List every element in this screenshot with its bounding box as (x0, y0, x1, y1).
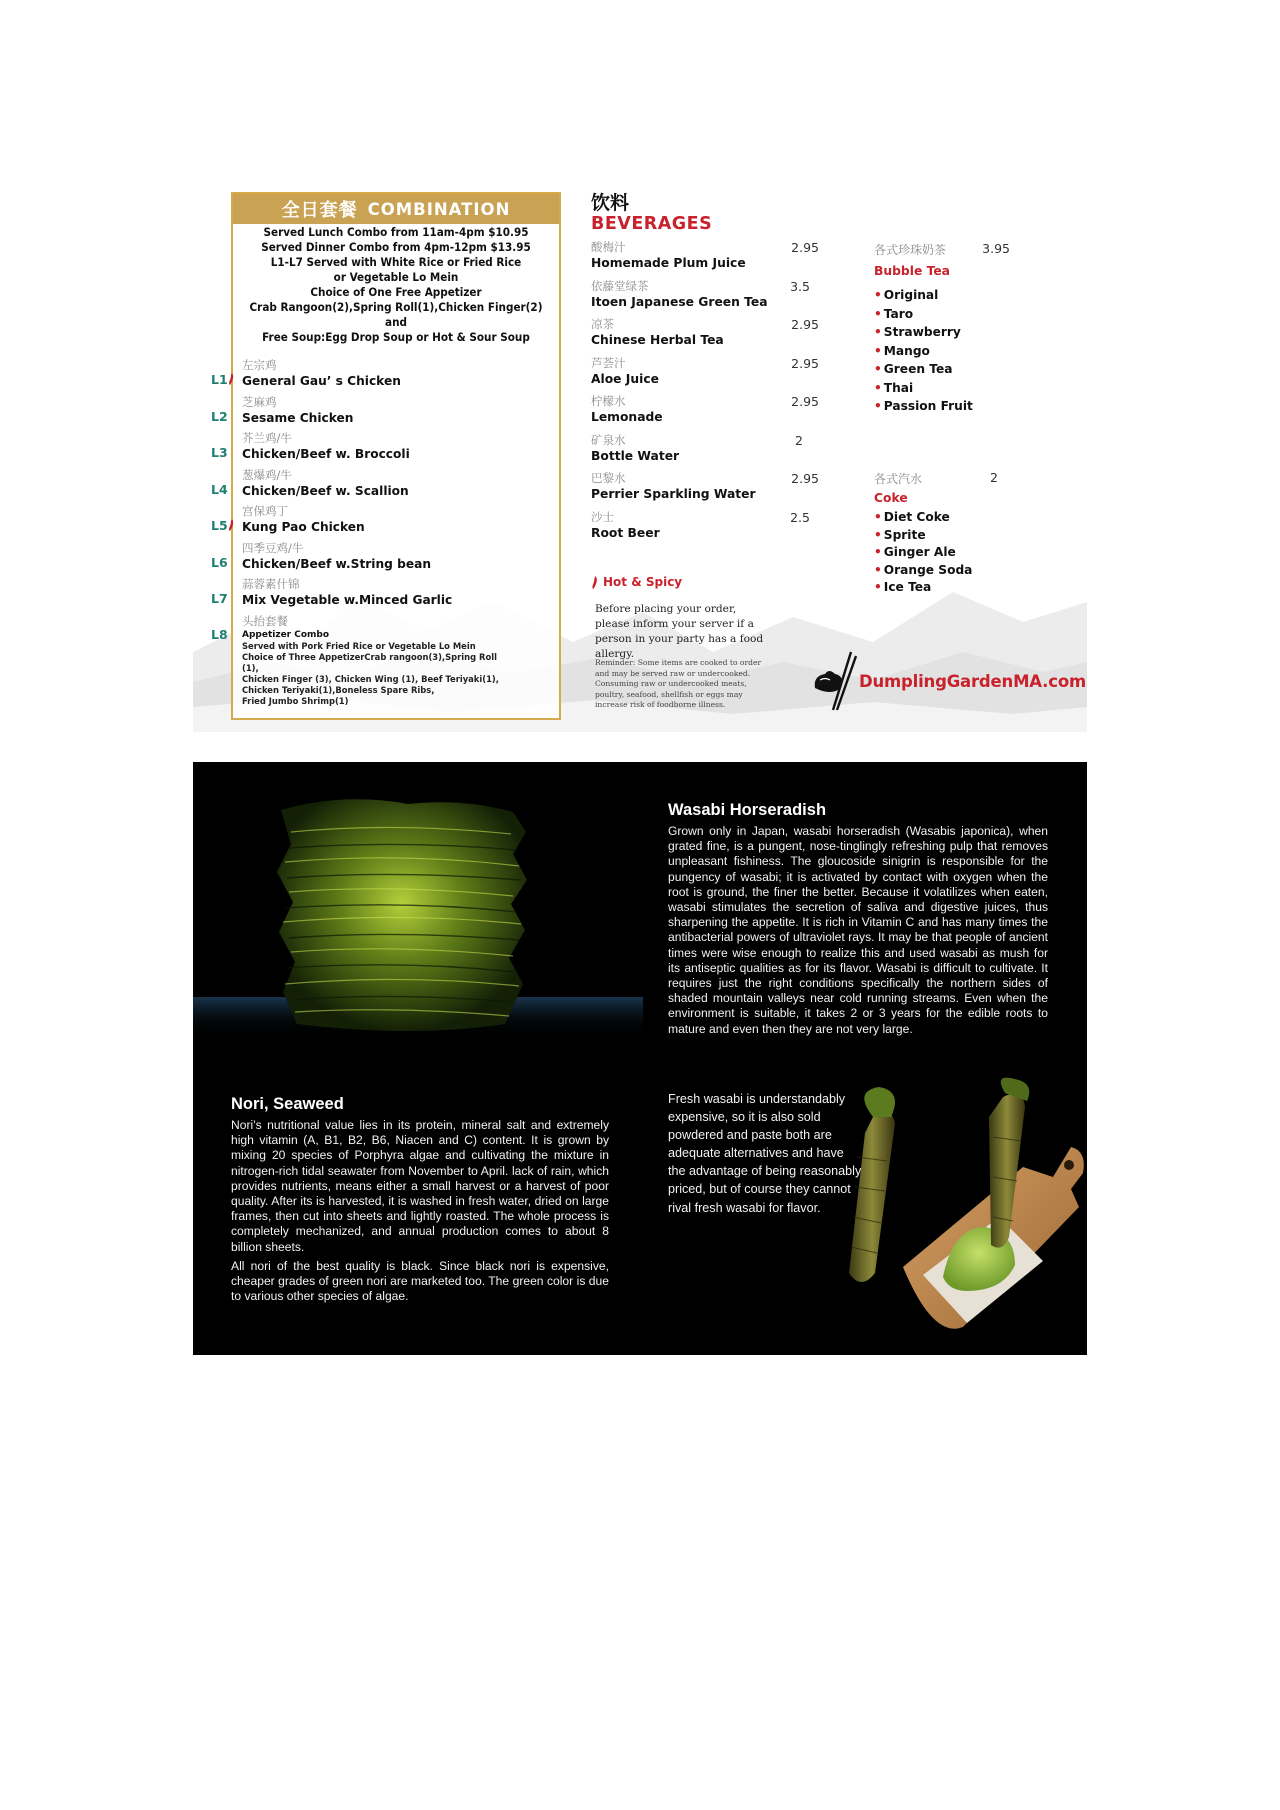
list-item: • Thai (874, 379, 1010, 398)
combo-item-name-en: Sesame Chicken (242, 410, 354, 425)
combo-item-name-zh: 左宗鸡 (242, 358, 277, 372)
combination-title-zh: 全日套餐 (281, 200, 358, 221)
reminder-note: Reminder: Some items are cooked to order and may be served raw or undercooked. Consuming raw or undercooked meats, poultry, seafood, shellfish or eggs may increase risk of foodborne illness. (595, 658, 762, 709)
combo-item-detail: Chicken Finger (3), Chicken Wing (1), Beef Teriyaki(1), (242, 673, 499, 684)
bubble-tea-name-zh: 各式珍珠奶茶 (874, 243, 947, 257)
list-item: • Mango (874, 342, 1010, 361)
combo-item-name-en: Chicken/Beef w. Scallion (242, 483, 409, 498)
beverage-price: 2.5 (790, 509, 810, 525)
beverage-name-zh: 矿泉水 (591, 432, 626, 447)
combo-info-line: Served Dinner Combo from 4pm-12pm $13.95 (261, 240, 531, 254)
allergy-note: Before placing your order, please inform your server if a person in your party has a food allergy. (595, 603, 764, 660)
beverage-item (591, 317, 819, 356)
logo-text: DumplingGardenMA.com (859, 671, 1086, 691)
combo-info-line: Free Soup:Egg Drop Soup or Hot & Sour Soup (262, 330, 530, 344)
beverage-name-en: Homemade Plum Juice (591, 256, 746, 270)
combo-item-name-zh: 葱爆鸡/牛 (242, 467, 292, 482)
beverage-name-en: Perrier Sparkling Water (591, 487, 756, 501)
combo-item-name-en: Appetizer Combo (242, 629, 330, 640)
beverage-name-zh: 巴黎水 (591, 471, 626, 485)
beverage-name-zh: 酸梅汁 (591, 240, 626, 254)
combo-item-name-en: Chicken/Beef w.String bean (242, 556, 431, 571)
wasabi-section (668, 801, 1048, 1037)
bubble-tea-flavor-list (874, 286, 1010, 416)
nori-title: Nori, Seaweed (231, 1095, 344, 1113)
combo-item-l5 (211, 503, 511, 540)
beverage-item (591, 356, 819, 395)
list-item: • Orange Soda (874, 562, 1010, 580)
ingredient-info-panel (193, 762, 1087, 1355)
nori-paragraph: Nori’s nutritional value lies in its protein, mineral salt and extremely high vitamin (A, B1, B2, B6, Niacen and C) content. It is grown by mixing 20 species of Porphyra algae and cultivating the mixture in nitrogen-rich tidal seawater from November to April. lack of rain, which provides nutrients, means either a small harvest or a harvest of poor quality. After its is harvested, it is washed in fresh water, dried on large frames, then cut into sheets and lightly roasted. The whole process is completely mechanized, and annual production comes to about 8 billion sheets. (231, 1118, 609, 1254)
dumpling-chopsticks-logo-icon (811, 650, 857, 712)
coke-header (874, 470, 1010, 487)
beverage-price: 2.95 (791, 471, 819, 486)
beverage-price: 2.95 (791, 394, 819, 409)
combo-item-code: L4 (211, 481, 228, 497)
coke-label: Coke (874, 491, 908, 505)
beverage-name-en: Lemonade (591, 410, 663, 424)
bubble-tea-price: 3.95 (982, 241, 1010, 256)
combo-item-code: L7 (211, 591, 228, 606)
combo-item-code: L1 (211, 372, 228, 387)
combo-item-detail: Fried Jumbo Shrimp(1) (242, 695, 349, 706)
combo-item-name-zh: 芥兰鸡/牛 (242, 431, 292, 445)
combo-item-l6 (211, 540, 511, 577)
beverage-price: 2.95 (791, 240, 819, 255)
combination-info (233, 225, 559, 345)
combo-item-l4 (211, 467, 511, 504)
combination-title-en: COMBINATION (367, 199, 511, 219)
bubble-tea-header (874, 241, 1010, 258)
beverages-title-en: BEVERAGES (591, 214, 713, 234)
chili-pepper-icon (228, 373, 234, 385)
beverage-list (591, 240, 819, 548)
combo-item-l8 (211, 613, 511, 707)
combo-item-code: L6 (211, 554, 228, 570)
combo-item-l1 (211, 357, 511, 394)
beverage-name-zh: 依藤堂绿茶 (591, 278, 649, 293)
combo-item-name-en: Mix Vegetable w.Minced Garlic (242, 593, 453, 607)
nori-seaweed-stack-image (193, 762, 643, 1082)
hot-spicy-legend (591, 575, 682, 589)
coke-section (874, 470, 1010, 597)
combo-item-name-en: Kung Pao Chicken (242, 520, 365, 534)
wasabi-title: Wasabi Horseradish (668, 801, 827, 819)
menu-panel (193, 184, 1087, 732)
coke-price: 2 (990, 470, 998, 485)
list-item: • Strawberry (874, 323, 1010, 342)
combo-item-name-en: General Gau’ s Chicken (242, 374, 401, 388)
beverage-price: 2.95 (791, 355, 819, 371)
combo-info-line: L1-L7 Served with White Rice or Fried Rice (270, 255, 522, 269)
combo-item-name-zh: 芝麻鸡 (242, 394, 277, 409)
combo-item-l7 (211, 576, 511, 613)
combo-info-line: Choice of One Free Appetizer (310, 285, 482, 299)
combo-info-line: and (385, 315, 407, 329)
nori-section (231, 1095, 609, 1304)
beverage-name-zh: 芦荟汁 (591, 355, 626, 370)
combo-item-code: L8 (211, 626, 228, 642)
combo-item-code: L3 (211, 445, 228, 460)
list-item: • Green Tea (874, 360, 1010, 379)
hot-spicy-label: Hot & Spicy (603, 575, 683, 589)
beverage-item (591, 510, 819, 549)
beverage-name-zh: 沙士 (591, 509, 614, 524)
beverage-item (591, 394, 819, 433)
coke-name-zh: 各式汽水 (874, 472, 923, 486)
list-item: • Diet Coke (874, 509, 1010, 527)
beverages-title-zh: 饮料 (591, 192, 630, 214)
nori-paragraph: All nori of the best quality is black. Since black nori is expensive, cheaper grades of green nori are marketed too. The green color is due to various other species of algae. (231, 1258, 609, 1304)
beverage-price: 3.5 (790, 278, 810, 294)
beverage-item (591, 433, 819, 472)
combo-item-name-zh: 头抬套餐 (242, 613, 288, 628)
beverage-name-zh: 凉茶 (591, 317, 614, 331)
beverage-name-en: Root Beer (591, 525, 660, 540)
combo-info-line: or Vegetable Lo Mein (333, 270, 459, 284)
wasabi-paragraph: Grown only in Japan, wasabi horseradish (Wasabis japonica), when grated fine, is a pungent, nose-tinglingly refreshing pulp that removes unpleasant fishiness. The gloucoside sinigrin is responsible for the pungency of wasabi; it is activated by contact with oxygen when the root is ground, the finer the better. Because it volatilizes when eaten, wasabi stimulates the secretion of saliva and digestive juices, thus sharpening the appetite. It is rich in Vitamin C and has many times the antibacterial powers of ultraviolet rays. It may be that people of ancient times were wise enough to realize this and used wasabi as mush for its antiseptic qualities as for its flavor. Wasabi is difficult to cultivate. It requires just the right conditions specifically the northern sides of shaded mountain valleys near cold running streams. Even when the environment is suitable, it takes 2 or 3 years for the edible roots to mature and even then they are not very large. (668, 824, 1048, 1036)
list-item: • Taro (874, 305, 1010, 324)
beverage-name-en: Aloe Juice (591, 371, 659, 386)
combo-item-name-en: Chicken/Beef w. Broccoli (242, 447, 410, 461)
list-item: • Passion Fruit (874, 397, 1010, 416)
combo-info-line: Served Lunch Combo from 11am-4pm $10.95 (263, 225, 529, 239)
bubble-tea-section (874, 241, 1010, 416)
bubble-tea-label: Bubble Tea (874, 264, 950, 278)
combination-header (233, 194, 559, 224)
chili-pepper-icon (228, 519, 234, 531)
combo-item-name-zh: 蒜蓉素什锦 (242, 577, 300, 591)
combo-info-line: Crab Rangoon(2),Spring Roll(1),Chicken Finger(2) (249, 300, 543, 314)
combo-item-l3 (211, 430, 511, 467)
list-item: • Sprite (874, 527, 1010, 545)
beverage-price: 2.95 (791, 317, 819, 332)
beverage-name-en: Bottle Water (591, 448, 680, 463)
beverage-item (591, 279, 819, 318)
combo-item-code: L2 (211, 408, 228, 424)
list-item: • Ginger Ale (874, 544, 1010, 562)
beverage-name-zh: 柠檬水 (591, 394, 626, 408)
beverage-name-en: Chinese Herbal Tea (591, 333, 724, 347)
coke-option-list (874, 509, 1010, 597)
combo-item-detail: Choice of Three AppetizerCrab rangoon(3),Spring Roll (1), (242, 651, 497, 673)
wasabi-root-grater-image (753, 1077, 1087, 1355)
beverage-name-en: Itoen Japanese Green Tea (591, 294, 768, 309)
beverage-price: 2 (795, 432, 803, 448)
combo-item-l2 (211, 394, 511, 431)
combo-item-detail: Chicken Teriyaki(1),Boneless Spare Ribs, (242, 684, 435, 695)
list-item: • Original (874, 286, 1010, 305)
combo-item-name-zh: 四季豆鸡/牛 (242, 540, 304, 555)
combo-item-code: L5 (211, 518, 228, 533)
beverage-item (591, 240, 819, 279)
beverage-item (591, 471, 819, 510)
wasabi-fresh-paragraph: Fresh wasabi is understandably expensive, so it is also sold powdered and paste both are adequate alternatives and have the advantage of being reasonably priced, but of course they cannot rival fresh wasabi for flavor. (668, 1092, 862, 1215)
combo-item-name-zh: 宫保鸡丁 (242, 504, 288, 518)
combination-item-list (211, 357, 511, 707)
combo-item-detail: Served with Pork Fried Rice or Vegetable Lo Mein (242, 640, 476, 651)
restaurant-logo (811, 650, 1086, 712)
chili-pepper-icon (591, 576, 598, 589)
list-item: • Ice Tea (874, 579, 1010, 597)
